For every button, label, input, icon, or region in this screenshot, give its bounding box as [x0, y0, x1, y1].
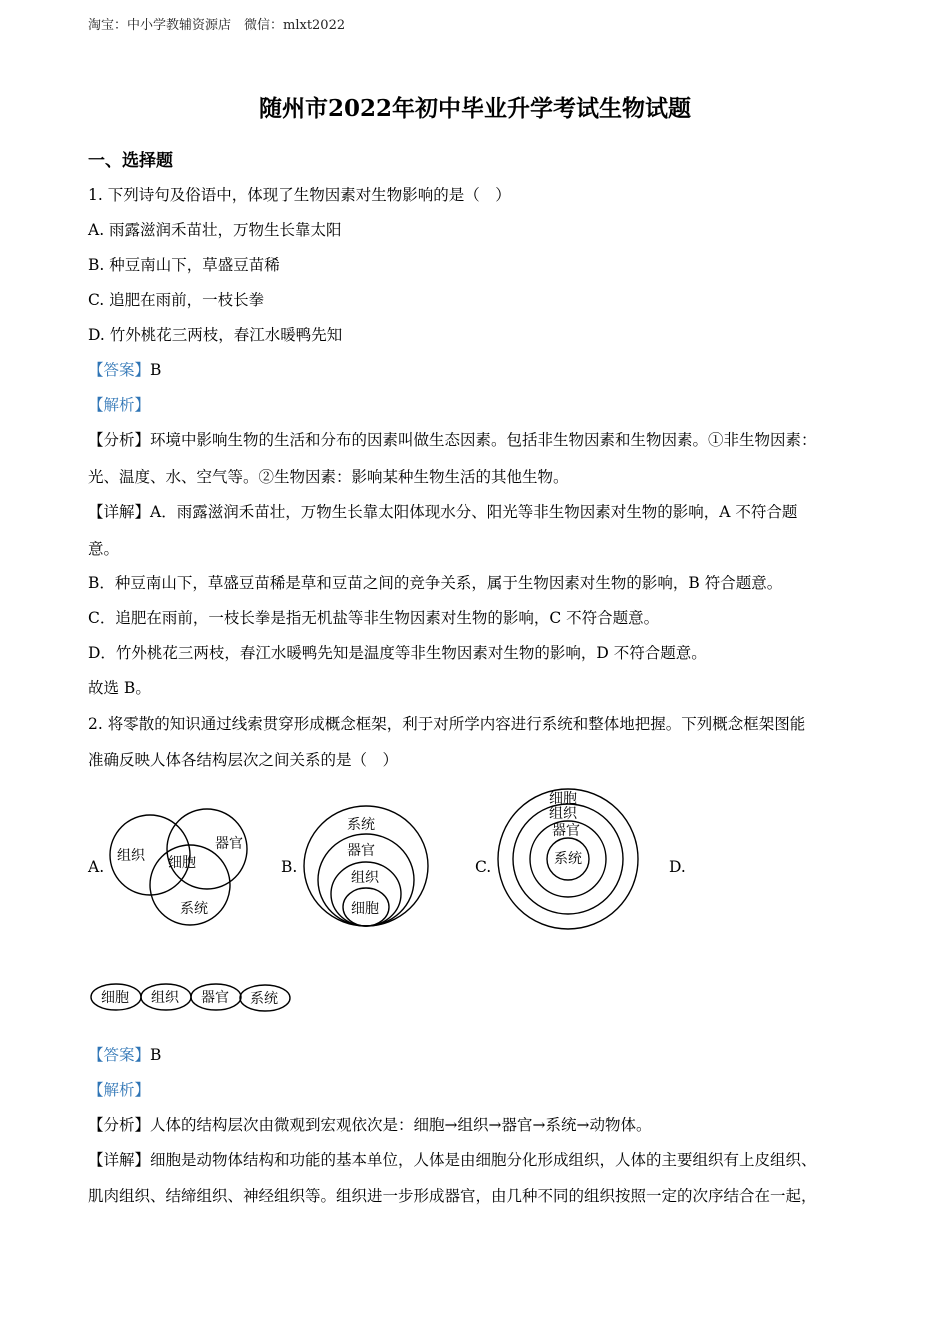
q1-stem: 1. 下列诗句及俗语中，体现了生物因素对生物影响的是（ ）: [88, 186, 511, 204]
label-cell: 细胞: [549, 791, 577, 807]
label-organ: 器官: [201, 990, 229, 1006]
answer-value: B: [150, 361, 162, 379]
answer-tag: 【答案】: [88, 361, 151, 379]
q1-detail-line-5: D．竹外桃花三两枝，春江水暖鸭先知是温度等非生物因素对生物的影响，D 不符合题意。: [88, 644, 707, 662]
q1-option-a: A. 雨露滋润禾苗壮，万物生长靠太阳: [88, 221, 342, 239]
label-cell: 细胞: [168, 855, 196, 871]
q2-option-b-label: B.: [281, 858, 298, 876]
label-cell: 细胞: [101, 990, 129, 1006]
q2-answer: [88, 1043, 161, 1065]
section-heading: 一、选择题: [88, 151, 173, 171]
label-system: 系统: [347, 817, 375, 833]
q1-analysis-line-1: 【分析】环境中影响生物的生活和分布的因素叫做生态因素。包括非生物因素和生物因素。①非生物因素：: [88, 431, 817, 449]
q2-analysis-tag: 【解析】: [88, 1081, 151, 1099]
answer-value: B: [150, 1046, 162, 1064]
q1-detail-line-6: 故选 B。: [88, 679, 151, 697]
q2-detail-line-2: 肌肉组织、结缔组织、神经组织等。组织进一步形成器官，由几种不同的组织按照一定的次序结合在一起，: [88, 1187, 817, 1205]
diagram-d: [88, 982, 294, 1014]
q1-detail-line-1: 【详解】A．雨露滋润禾苗壮，万物生长靠太阳体现水分、阳光等非生物因素对生物的影响，A 不符合题: [88, 503, 798, 521]
q1-option-d: D. 竹外桃花三两枝，春江水暖鸭先知: [88, 326, 343, 344]
label-tissue: 组织: [151, 990, 179, 1006]
q1-option-b: B. 种豆南山下，草盛豆苗稀: [88, 256, 280, 274]
q1-detail-line-4: C．追肥在雨前，一枝长拳是指无机盐等非生物因素对生物的影响，C 不符合题意。: [88, 609, 660, 627]
diagram-c: [494, 786, 642, 932]
diagram-a: [105, 803, 255, 931]
page-header: 淘宝：中小学教辅资源店 微信：mlxt2022: [88, 18, 346, 33]
answer-tag: 【答案】: [88, 1046, 151, 1064]
q1-detail-line-2: 意。: [88, 540, 120, 558]
q2-option-d-label: D.: [669, 858, 686, 876]
q2-option-c-label: C.: [475, 858, 492, 876]
label-organ: 器官: [347, 843, 375, 859]
label-organ: 器官: [552, 823, 580, 839]
label-tissue: 组织: [549, 806, 577, 822]
q1-analysis-line-2: 光、温度、水、空气等。②生物因素：影响某种生物生活的其他生物。: [88, 468, 569, 486]
page-title: 随州市2022年初中毕业升学考试生物试题: [258, 95, 691, 122]
q1-analysis-tag: 【解析】: [88, 396, 151, 414]
q2-stem-line-2: 准确反映人体各结构层次之间关系的是（ ）: [88, 751, 399, 769]
q2-detail-line-1: 【详解】细胞是动物体结构和功能的基本单位，人体是由细胞分化形成组织，人体的主要组织有上皮组织、: [88, 1151, 817, 1169]
q1-detail-line-3: B．种豆南山下，草盛豆苗稀是草和豆苗之间的竞争关系，属于生物因素对生物的影响，B 符合题意。: [88, 574, 783, 592]
label-tissue: 组织: [351, 870, 379, 886]
q1-option-c: C. 追肥在雨前，一枝长拳: [88, 291, 265, 309]
diagram-b: [300, 803, 432, 929]
label-tissue: 组织: [117, 848, 145, 864]
label-system: 系统: [554, 851, 582, 867]
label-cell: 细胞: [351, 901, 379, 917]
label-organ: 器官: [215, 836, 243, 852]
label-system: 系统: [250, 991, 278, 1007]
q1-answer: [88, 358, 161, 380]
q2-stem-line-1: 2. 将零散的知识通过线索贯穿形成概念框架，利于对所学内容进行系统和整体地把握。下列概念框架图能: [88, 715, 806, 733]
label-system: 系统: [180, 901, 208, 917]
q2-option-a-label: A.: [88, 858, 105, 876]
q2-analysis: 【分析】人体的结构层次由微观到宏观依次是：细胞→组织→器官→系统→动物体。: [88, 1116, 652, 1134]
